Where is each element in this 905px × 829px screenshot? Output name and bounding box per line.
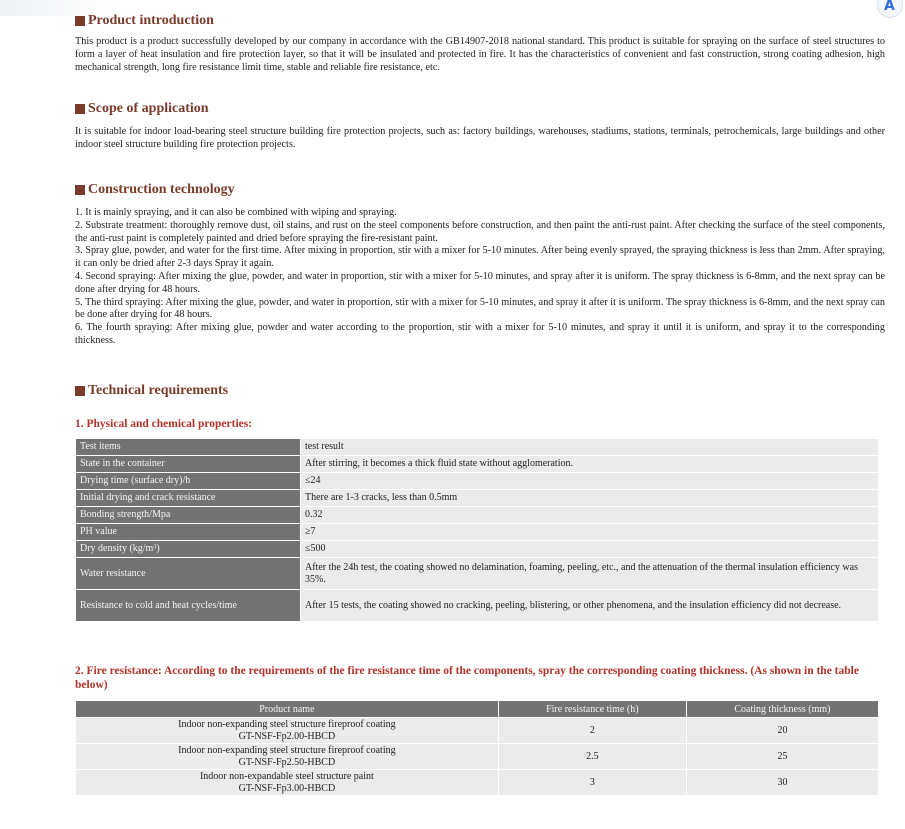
table-row [76,770,879,796]
table-cell-key: Water resistance [76,558,301,590]
product-name: Indoor non-expanding steel structure fireproof coating [178,745,396,756]
table-cell-value: ≤24 [301,473,879,490]
intro-text: This product is a product successfully developed by our company in accordance with the GB14907-2018 national standard. This product is suitable for spraying on the surface of steel structures to form a layer of heat insulation and fire protection layer, so that it will be insulated and protected in fire. It has the characteristics of convenient and fast construction, strong coating adhesion, high mechanical strength, long fire resistance limit time, stable and reliable fire resistance, etc. [75,36,885,73]
table-cell-value: ≤500 [301,541,879,558]
thickness-cell: 30 [686,770,878,796]
fire-time-cell: 2 [498,718,686,744]
table-cell-value: ≥7 [301,524,879,541]
table-cell-key: Dry density (kg/m³) [76,541,301,558]
table-cell-value: After the 24h test, the coating showed no delamination, foaming, peeling, etc., and the attenuation of the thermal insulation efficiency was 35%. [301,558,879,590]
table-row [76,590,879,622]
thickness-cell: 20 [686,718,878,744]
column-header-product: Product name [76,701,499,718]
table-cell-value: There are 1-3 cracks, less than 0.5mm [301,490,879,507]
physical-properties-table [75,438,879,622]
table-cell-value: test result [301,439,879,456]
construction-step: 4. Second spraying: After mixing the glue, powder, and water in proportion, stir with a mixer for 5-10 minutes, and spray after it is uniform. The spray thickness is 6-8mm, and the next spray can be done after drying for 48 hours. [75,270,885,295]
section-title-intro [75,13,214,29]
table-row [76,744,879,770]
section-title-scope [75,101,209,117]
product-name-cell [76,744,499,770]
table-row [76,558,879,590]
table-cell-key: PH value [76,524,301,541]
section-square-icon [75,386,85,396]
product-name-cell [76,718,499,744]
physical-properties-title: 1. Physical and chemical properties: [75,418,253,430]
fire-resistance-table [75,700,879,796]
column-header-fire-time: Fire resistance time (h) [498,701,686,718]
column-header-thickness: Coating thickness (mm) [686,701,878,718]
table-row [76,490,879,507]
construction-step: 6. The fourth spraying: After mixing glue, powder and water according to the proportion, stir with a mixer for 5-10 minutes, and spray it until it is uniform, and spray it to the corresponding thickness. [75,322,885,346]
table-cell-value: After stirring, it becomes a thick fluid state without agglomeration. [301,456,879,473]
translate-icon[interactable]: A [877,0,903,18]
construction-step: 3. Spray glue, powder, and water for the first time. After mixing in proportion, stir with a mixer for 5-10 minutes. After being evenly sprayed, the spraying thickness is less than 2mm. After spraying, it can only be dried after 2-3 days Spray it again. [75,245,885,270]
section-title-text: Scope of application [88,101,209,116]
section-square-icon [75,16,85,26]
construction-step: 5. The third spraying: After mixing the glue, powder, and water in proportion, stir with a mixer for 5-10 minutes, and spray it after it is uniform. The spray thickness is 6-8mm, and the next spray can be done after drying for 48 hours. [75,296,885,321]
table-cell-key: Bonding strength/Mpa [76,507,301,524]
table-row [76,541,879,558]
product-name: Indoor non-expandable steel structure paint [199,771,374,782]
product-name-cell [76,770,499,796]
section-square-icon [75,104,85,114]
scope-text: It is suitable for indoor load-bearing steel structure building fire protection projects, such as: factory buildings, warehouses, stadiums, stations, terminals, petrochemicals, large buildings and other indoor steel structure building fire protection projects. [75,126,885,150]
table-cell-key: Initial drying and crack resistance [76,490,301,507]
section-square-icon [75,185,85,195]
construction-steps [75,207,885,348]
section-title-text: Construction technology [88,182,235,197]
construction-step: 1. It is mainly spraying, and it can also be combined with wiping and spraying. [75,207,397,218]
product-name: Indoor non-expanding steel structure fireproof coating [178,719,396,730]
table-cell-key: Drying time (surface dry)/h [76,473,301,490]
table-header-row [76,701,879,718]
product-code: GT-NSF-Fp3.00-HBCD [238,782,336,794]
table-cell-value: After 15 tests, the coating showed no cracking, peeling, blistering, or other phenomena, and the insulation efficiency did not decrease. [301,590,879,622]
table-row [76,456,879,473]
product-code: GT-NSF-Fp2.00-HBCD [238,730,336,742]
table-cell-key: Test items [76,439,301,456]
fire-time-cell: 2.5 [498,744,686,770]
table-cell-key: Resistance to cold and heat cycles/time [76,590,301,622]
table-row [76,524,879,541]
section-title-text: Technical requirements [88,383,229,398]
table-cell-value: 0.32 [301,507,879,524]
fire-resistance-title: 2. Fire resistance: According to the requirements of the fire resistance time of the components, spray the corresponding coating thickness. (As shown in the table below) [75,665,859,691]
scope-paragraph [75,126,885,152]
intro-paragraph [75,36,885,74]
section-title-technical [75,383,228,399]
table-row [76,439,879,456]
thickness-cell: 25 [686,744,878,770]
construction-step: 2. Substrate treatment: thoroughly remove dust, oil stains, and rust on the steel components before construction, and then paint the anti-rust paint. After checking the surface of the steel components, the anti-rust paint is completely painted and dried before spraying the fire-resistant paint. [75,219,885,244]
section-title-construction [75,182,235,198]
table-row [76,473,879,490]
table-cell-key: State in the container [76,456,301,473]
section-title-text: Product introduction [88,13,214,28]
table-row [76,507,879,524]
table-row [76,718,879,744]
product-code: GT-NSF-Fp2.50-HBCD [238,756,336,768]
fire-time-cell: 3 [498,770,686,796]
